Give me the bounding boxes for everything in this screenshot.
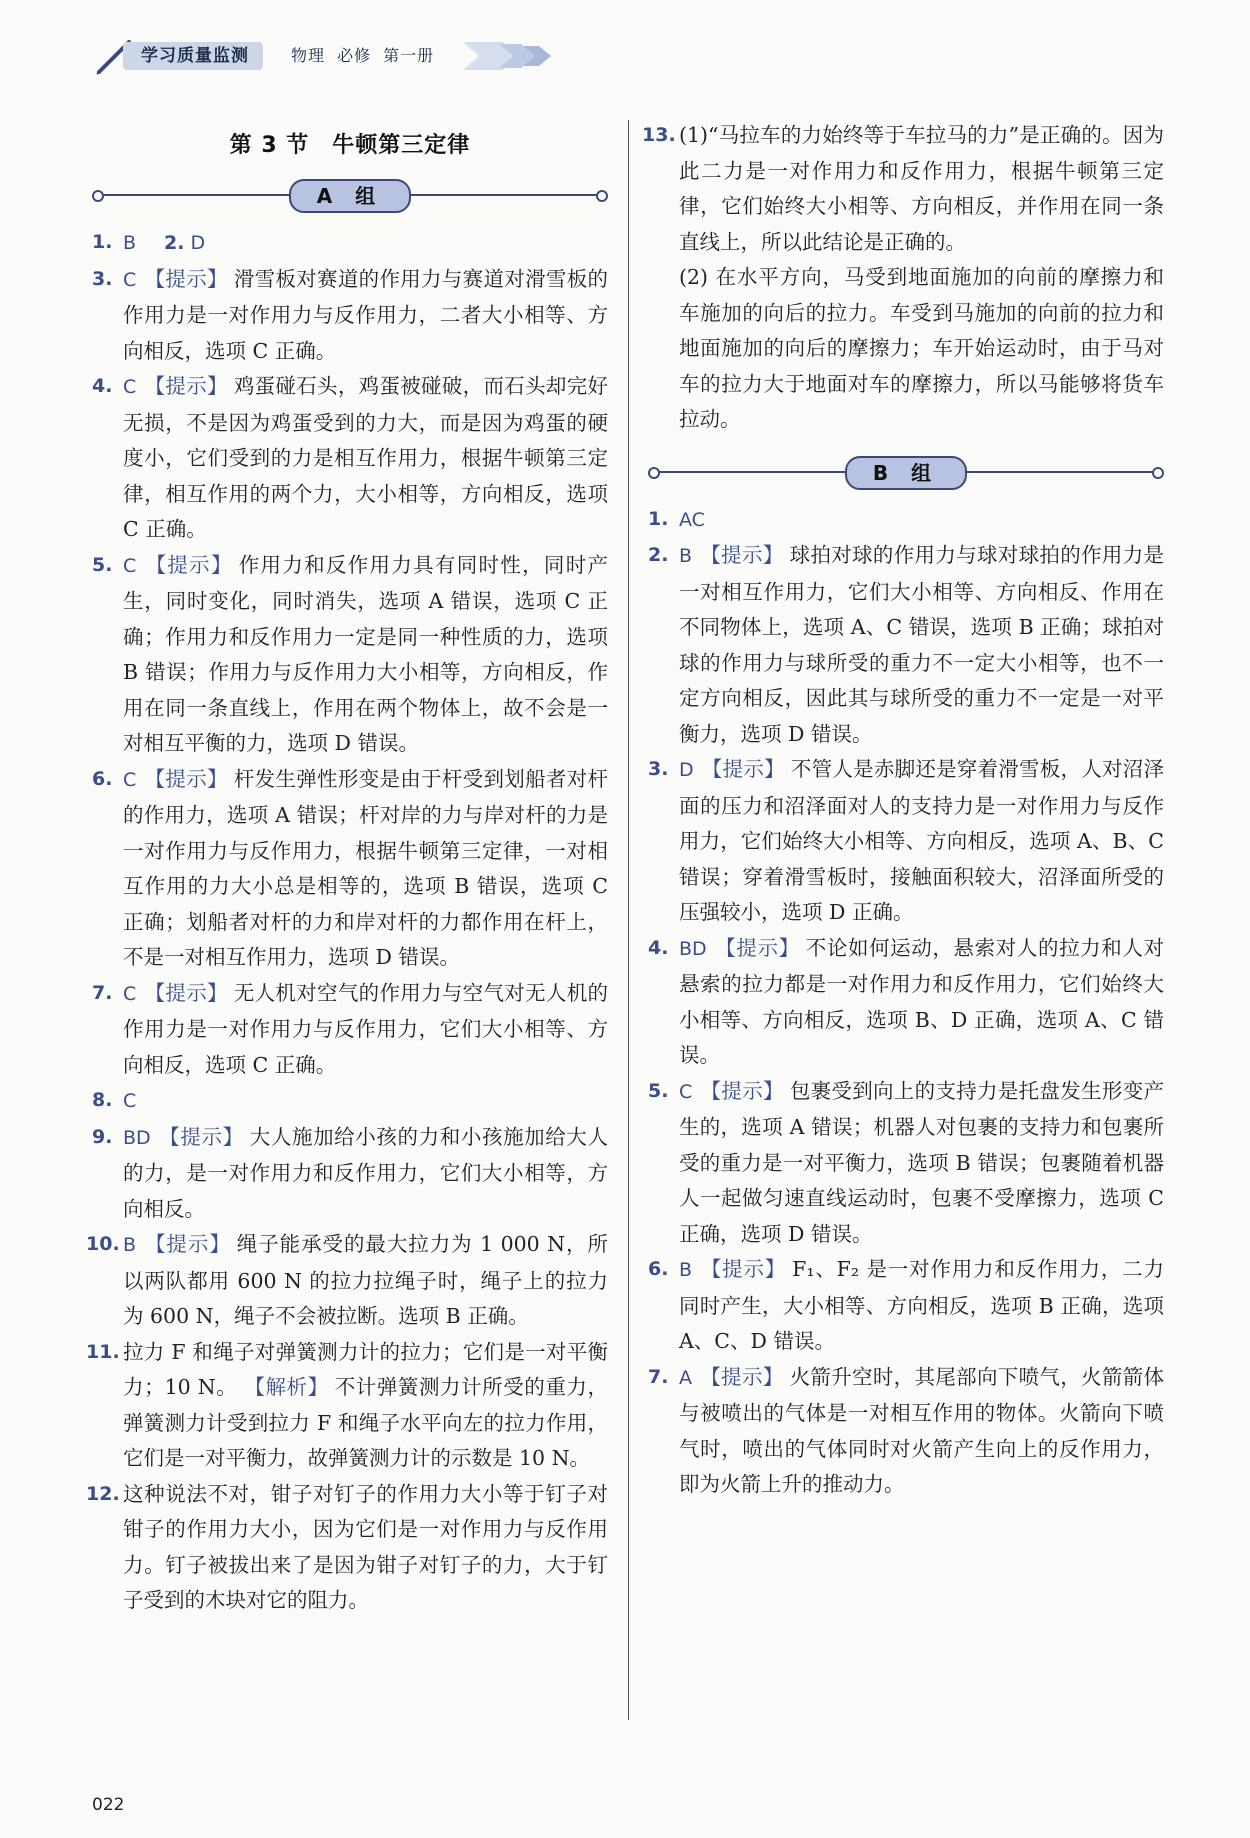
question-number: 4.	[648, 936, 669, 959]
answer-choice: D	[679, 759, 694, 781]
answer-choice: C	[123, 1090, 137, 1112]
group-line-dot	[648, 467, 660, 479]
hint-tag: 【提示】	[144, 766, 228, 791]
answer-explanation: 滑雪板对赛道的作用力与赛道对滑雪板的作用力是一对作用力与反作用力，二者大小相等、方向相反，选项 C 正确。	[123, 266, 609, 363]
answer-explanation: 不管人是赤脚还是穿着滑雪板，人对沼泽面的压力和沼泽面对人的支持力是一对作用力与反作用力，它们始终大小相等、方向相反，选项 A、B、C 错误；穿着滑雪板时，接触面积较大，沼泽面所受的压强较小，选项 D 正确。	[679, 757, 1164, 924]
answer-b4	[648, 931, 1164, 1074]
answer-explanation: 杆发生弹性形变是由于杆受到划船者对杆的作用力，选项 A 错误；杆对岸的力与岸对杆的力是一对作用力与反作用力，根据牛顿第三定律，一对相互作用的力大小总是相等的，选项 B 错误，选项 C 正确；划船者对杆的力和岸对杆的力都作用在杆上，不是一对相互作用力，选项 D 错误。	[123, 766, 609, 969]
answer-part-2: (2) 在水平方向，马受到地面施加的向前的摩擦力和车施加的向后的拉力。车受到马施加的向前的拉力和地面施加的向后的摩擦力；车开始运动时，由于马对车的拉力大于地面对车的摩擦力，所以马能够将货车拉动。	[679, 265, 1164, 431]
header-tab: 学习质量监测	[123, 42, 263, 70]
question-number: 13.	[642, 124, 676, 146]
answer-a7	[92, 976, 608, 1084]
answer-choice: C	[123, 268, 137, 291]
group-line-dot	[596, 190, 608, 202]
question-number: 5.	[648, 1079, 669, 1102]
analysis-tag: 【解析】	[244, 1375, 329, 1399]
question-number: 8.	[92, 1089, 113, 1111]
answer-choice: A	[679, 1366, 692, 1389]
answer-explanation: 绳子能承受的最大拉力为 1 000 N，所以两队都用 600 N 的拉力拉绳子时，绳子上的拉力为 600 N，绳子不会被拉断。选项 B 正确。	[123, 1232, 608, 1328]
answer-choice: B	[679, 545, 693, 567]
hint-tag: 【提示】	[700, 1364, 784, 1389]
hint-tag: 【提示】	[700, 1078, 784, 1103]
question-number: 3.	[92, 267, 113, 290]
answer-a5	[92, 548, 608, 762]
answer-choice: C	[123, 982, 137, 1005]
answer-explanation: 无人机对空气的作用力与空气对无人机的作用力是一对作用力与反作用力，它们大小相等、方向相反，选项 C 正确。	[123, 980, 609, 1077]
answer-choice: C	[123, 376, 137, 398]
answer-a9	[92, 1120, 608, 1228]
hint-tag: 【提示】	[144, 552, 233, 577]
question-number: 5.	[92, 553, 113, 576]
question-number: 7.	[92, 981, 113, 1004]
answer-explanation: 不论如何运动，悬索对人的拉力和人对悬索的拉力都是一对作用力和反作用力，它们始终大小相等、方向相反，选项 B、D 正确，选项 A、C 错误。	[679, 935, 1165, 1067]
answer-explanation: 不计弹簧测力计所受的重力，弹簧测力计受到拉力 F 和绳子水平向左的拉力作用，它们是一对平衡力，故弹簧测力计的示数是 10 N。	[123, 1375, 608, 1470]
answer-choice: BD	[679, 937, 707, 960]
hint-tag: 【提示】	[714, 935, 800, 960]
answer-choice: AC	[679, 508, 705, 531]
answer-explanation: 包裹受到向上的支持力是托盘发生形变产生的，选项 A 错误；机器人对包裹的支持力和包裹所受的重力是一对平衡力，选项 B 错误；包裹随着机器人一起做匀速直线运动时，包裹不受摩擦力，选项 C 正确，选项 D 错误。	[679, 1078, 1165, 1246]
section-title: 第 3 节 牛顿第三定律	[229, 133, 471, 158]
answer-choice: B	[123, 232, 137, 254]
answer-explanation: F₁、F₂ 是一对作用力和反作用力，二力同时产生，大小相等、方向相反，选项 B 正确，选项 A、C、D 错误。	[679, 1257, 1164, 1353]
answer-explanation: 球拍对球的作用力与球对球拍的作用力是一对相互作用力，它们大小相等、方向相反、作用在不同物体上，选项 A、C 错误，选项 B 正确；球拍对球的作用力与球所受的重力不一定大小相等，也不一定方向相反，因此其与球所受的重力不一定是一对平衡力，选项 D 错误。	[679, 543, 1165, 746]
question-number: 4.	[92, 375, 113, 397]
chevron-arrows-icon	[463, 40, 553, 72]
answer-choice: C	[123, 554, 137, 577]
answer-choice: B	[679, 1259, 693, 1281]
answer-b5	[648, 1074, 1164, 1253]
answer-b3	[648, 752, 1164, 931]
question-number: 3.	[648, 758, 669, 780]
question-number: 12.	[86, 1482, 120, 1505]
question-number: 6.	[92, 767, 113, 790]
answer-choice: C	[679, 1080, 693, 1103]
question-number: 7.	[648, 1365, 669, 1388]
answer-b1	[648, 502, 1164, 539]
answer-a1-a2	[92, 225, 608, 262]
question-number: 2.	[164, 232, 185, 254]
answer-choice: BD	[123, 1126, 151, 1149]
answer-choice: D	[190, 232, 206, 254]
left-column	[86, 118, 609, 1619]
hint-tag: 【提示】	[144, 980, 228, 1005]
answer-a6	[92, 762, 608, 976]
answer-a4	[92, 369, 608, 548]
hint-tag: 【提示】	[158, 1124, 244, 1149]
hint-tag: 【提示】	[144, 266, 228, 291]
page-number: 022	[92, 1795, 125, 1815]
answer-a8	[92, 1083, 608, 1120]
hint-tag: 【提示】	[144, 1232, 231, 1256]
hint-tag: 【提示】	[144, 374, 228, 398]
question-number: 11.	[86, 1340, 120, 1363]
question-number: 6.	[648, 1258, 669, 1280]
question-number: 10.	[86, 1233, 120, 1255]
hint-tag: 【提示】	[701, 757, 785, 781]
answer-explanation: 大人施加给小孩的力和小孩施加给大人的力，是一对作用力和反作用力，它们大小相等，方向相反。	[123, 1124, 609, 1221]
question-number: 9.	[92, 1125, 113, 1148]
group-a-label: A 组	[289, 179, 411, 213]
answer-b6	[648, 1252, 1164, 1360]
group-line-dot	[1152, 467, 1164, 479]
question-number: 2.	[648, 544, 669, 566]
right-column	[642, 118, 1165, 1503]
answer-explanation: 火箭升空时，其尾部向下喷气，火箭箭体与被喷出的气体是一对相互作用的物体。火箭向下喷气时，喷出的气体同时对火箭产生向上的反作用力，即为火箭上升的推动力。	[679, 1364, 1165, 1496]
group-line-dot	[92, 190, 104, 202]
answer-choice: C	[123, 768, 137, 791]
group-a-heading	[92, 179, 608, 211]
column-divider	[628, 120, 629, 1720]
answer-part-1: (1)“马拉车的力始终等于车拉马的力”是正确的。因为此二力是一对作用力和反作用力，根据牛顿第三定律，它们始终大小相等、方向相反，并作用在同一条直线上，所以此结论是正确的。	[679, 123, 1164, 254]
answer-b2	[648, 538, 1164, 752]
answer-lead: 拉力 F 和绳子对弹簧测力计的拉力；它们是一对平衡力；10 N。	[123, 1339, 608, 1399]
answer-explanation: 这种说法不对，钳子对钉子的作用力大小等于钉子对钳子的作用力大小，因为它们是一对作用力与反作用力。钉子被拔出来了是因为钳子对钉子的力，大于钉子受到的木块对它的阻力。	[123, 1481, 608, 1612]
answer-a3	[92, 262, 608, 370]
answer-a11	[86, 1335, 608, 1477]
answer-explanation: 鸡蛋碰石头，鸡蛋被碰破，而石头却完好无损，不是因为鸡蛋受到的力大，而是因为鸡蛋的硬度小，它们受到的力是相互作用力，根据牛顿第三定律，相互作用的两个力，大小相等，方向相反，选项 C 正确。	[123, 374, 609, 541]
answer-b7	[648, 1360, 1164, 1503]
group-b-heading	[648, 456, 1164, 488]
answer-explanation: 作用力和反作用力具有同时性，同时产生，同时变化，同时消失，选项 A 错误，选项 C 正确；作用力和反作用力一定是同一种性质的力，选项 B 错误；作用力与反作用力大小相等，方向相反，作用在同一条直线上，作用在两个物体上，故不会是一对相互平衡的力，选项 D 错误。	[123, 552, 609, 755]
hint-tag: 【提示】	[700, 1257, 787, 1281]
hint-tag: 【提示】	[700, 543, 784, 567]
answer-choice: B	[123, 1234, 137, 1256]
group-b-label: B 组	[845, 456, 967, 490]
answer-a13	[642, 118, 1164, 438]
question-number: 1.	[648, 507, 669, 530]
question-number: 1.	[92, 231, 113, 253]
header-subtitle: 物理 必修 第一册	[291, 46, 435, 65]
answer-a10	[86, 1227, 608, 1335]
page-header	[95, 36, 555, 76]
answer-a12	[86, 1477, 608, 1619]
